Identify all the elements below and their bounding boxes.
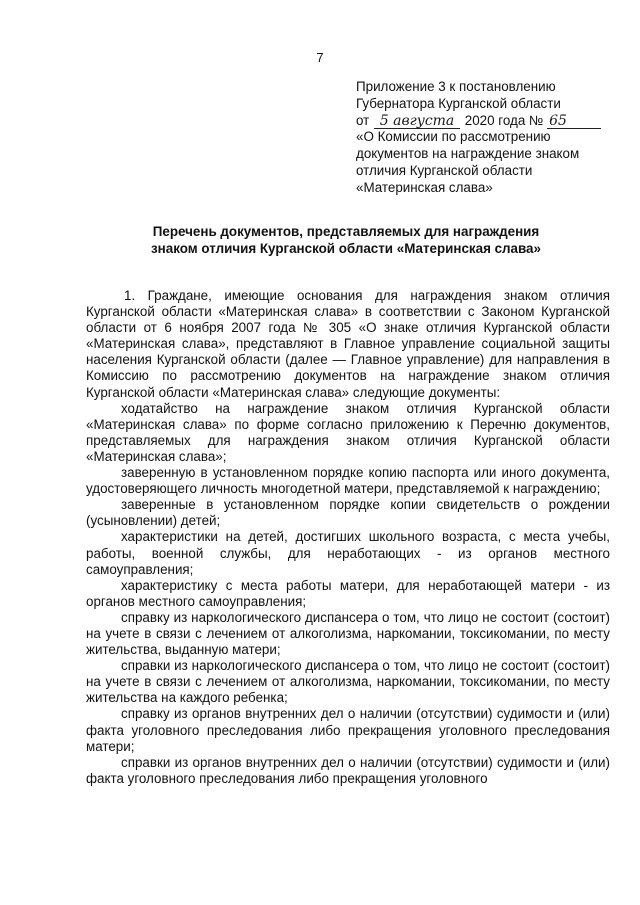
appendix-line-4: «О Комиссии по рассмотрению [356, 129, 551, 145]
paragraph-5: характеристики на детей, достигших школьного возраста, с места учебы, работы, военной службы, для неработающих - из органов местного самоуправления; [86, 529, 610, 577]
appendix-line-6: отличия Курганской области [356, 162, 533, 178]
handwritten-number: 65 [547, 115, 601, 129]
paragraph-3: заверенную в установленном порядке копию паспорта или иного документа, удостоверяющего личность многодетной матери, представляемой к награждению; [86, 465, 610, 497]
paragraph-9: справку из органов внутренних дел о наличии (отсутствии) судимости и (или) факта уголовного преследования либо прекращения уголовного преследования матери; [86, 706, 610, 754]
document-title [86, 223, 606, 257]
title-line-2: знаком отличия Курганской области «Материнская слава» [151, 241, 541, 256]
paragraph-1: 1. Граждане, имеющие основания для награждения знаком отличия Курганской области «Материнская слава» в соответствии с Законом Курганской области от 6 ноября 2007 года № 305 «О знаке отличия Курганской области «Материнская слава», представляют в Главное управление социальной защиты населения Курганской области (далее — Главное управление) для направления в Комиссию по рассмотрению документов на награждение знаком отличия Курганской области «Материнская слава» следующие документы: [86, 288, 610, 400]
title-line-1: Перечень документов, представляемых для награждения [152, 224, 540, 239]
paragraph-8: справки из наркологического диспансера о том, что лицо не состоит (состоит) на учете в связи с лечением от алкоголизма, наркомании, токсикомании, по месту жительства на каждого ребенка; [86, 658, 610, 706]
page-number: 7 [316, 50, 324, 65]
document-body [86, 288, 610, 787]
appendix-year-text: 2020 года № [464, 112, 544, 128]
appendix-line-7: «Материнская слава» [356, 179, 493, 195]
appendix-from-label: от [356, 112, 370, 128]
paragraph-7: справку из наркологического диспансера о том, что лицо не состоит (состоит) на учете в связи с лечением от алкоголизма, наркомании, токсикомании, по месту жительства, выданную матери; [86, 609, 610, 658]
paragraph-4: заверенные в установленном порядке копии свидетельств о рождении (усыновлении) детей; [86, 497, 610, 529]
appendix-date-line [356, 113, 606, 130]
appendix-line-5: документов на награждение знаком [356, 146, 580, 162]
paragraph-6: характеристику с места работы матери, для неработающей матери - из органов местного самоуправления; [86, 577, 610, 609]
appendix-line-1: Приложение 3 к постановлению [356, 79, 556, 94]
paragraph-2: ходатайство на награждение знаком отличия Курганской области «Материнская слава» по форме согласно приложению к Перечню документов, представляемых для награждения знаком отличия Курганской области «Материнская слава»; [86, 400, 610, 464]
appendix-header [356, 79, 606, 197]
paragraph-10: справки из органов внутренних дел о наличии (отсутствии) судимости и (или) факта уголовного преследования либо прекращения уголовного [86, 754, 610, 786]
handwritten-date: 5 августа [374, 115, 460, 129]
appendix-line-2: Губернатора Курганской области [356, 95, 561, 111]
